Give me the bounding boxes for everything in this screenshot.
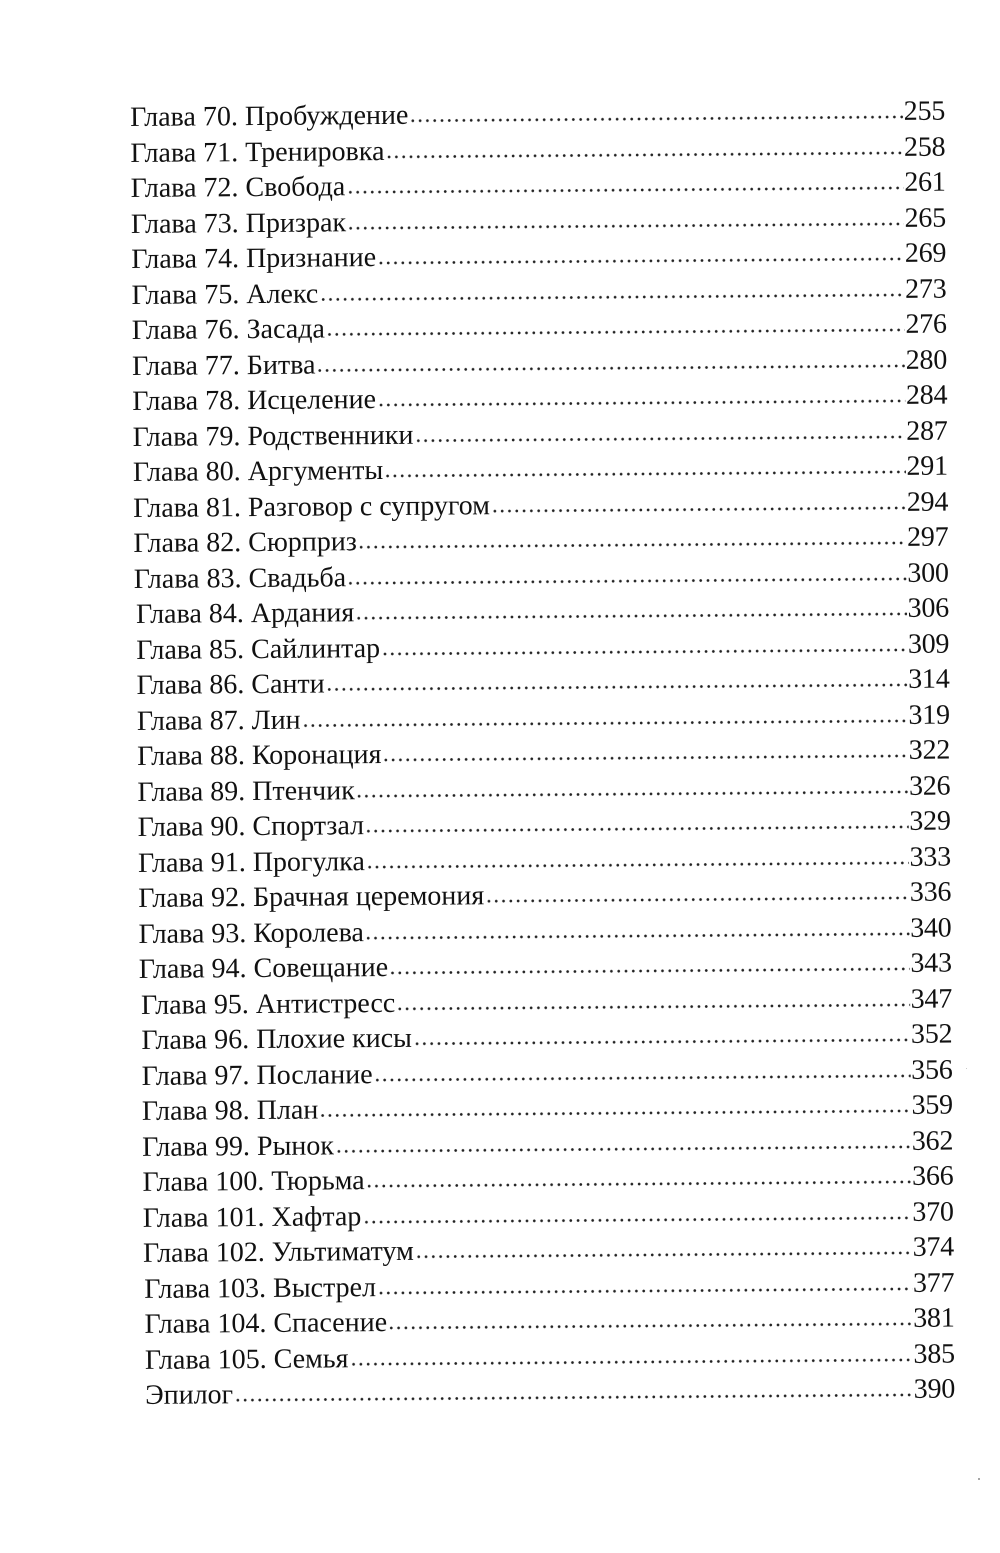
toc-entry-title: Глава 98. План [141,1094,319,1127]
dot-leader [355,611,906,621]
dot-leader [377,256,904,266]
toc-entry-page-number: 294 [906,486,949,518]
toc-entry-page-number: 390 [913,1373,956,1405]
dot-leader [319,1108,910,1119]
toc-entry-page-number: 255 [903,95,946,127]
dot-leader [377,398,905,408]
dot-leader [346,185,903,195]
dot-leader [347,575,906,585]
dot-leader [366,859,909,869]
paper-speck [966,1068,967,1069]
dot-leader [414,433,905,443]
toc-entry-title: Глава 103. Выстрел [144,1271,377,1305]
dot-leader [385,149,903,159]
dot-leader [384,469,905,479]
toc-entry-title: Эпилог [145,1379,234,1411]
toc-entry-page-number: 287 [906,415,948,447]
toc-entry-page-number: 319 [908,699,950,731]
toc-entry-page-number: 336 [909,876,952,908]
dot-leader [356,788,908,798]
toc-entry-title: Глава 102. Ультиматум [142,1235,414,1269]
toc-entry-title: Глава 78. Исцеление [132,384,377,417]
toc-entry-title: Глава 77. Битва [131,349,316,382]
dot-leader [358,540,906,550]
toc-entry-page-number: 329 [909,805,951,837]
dot-leader [374,1072,911,1082]
toc-entry-page-number: 374 [912,1231,955,1263]
toc-entry-page-number: 280 [905,344,948,376]
toc-entry-title: Глава 90. Спортзал [137,810,365,843]
toc-entry-page-number: 352 [910,1018,953,1050]
toc-entry-title: Глава 88. Коронация [137,739,382,772]
toc-entry-title: Глава 81. Разговор с супругом [133,489,491,524]
dot-leader [389,966,909,976]
toc-entry-page-number: 356 [911,1054,953,1086]
dot-leader [413,1037,910,1047]
toc-entry-page-number: 297 [906,521,949,553]
toc-entry-title: Глава 83. Свадьба [133,561,347,595]
toc-entry [140,1372,955,1414]
toc-entry-title: Глава 71. Тренировка [130,135,385,169]
dot-leader [377,1285,912,1295]
dot-leader [365,930,909,940]
toc-entry-page-number: 314 [908,663,950,695]
toc-entry-page-number: 261 [904,166,946,198]
dot-leader [316,362,904,373]
toc-entry-page-number: 258 [903,131,946,163]
dot-leader [234,1392,913,1403]
toc-entry-title: Глава 104. Спасение [144,1307,388,1340]
toc-entry-title: Глава 76. Засада [131,313,326,346]
toc-entry-page-number: 347 [910,983,953,1015]
toc-entry-title: Глава 99. Рынок [142,1129,335,1163]
toc-entry-page-number: 322 [908,734,951,766]
dot-leader [319,291,904,302]
toc-entry-title: Глава 92. Брачная церемония [138,880,485,914]
toc-entry-page-number: 381 [913,1302,955,1334]
toc-entry-page-number: 385 [913,1338,955,1370]
toc-entry-title: Глава 96. Плохие кисы [141,1022,412,1056]
toc-entry-page-number: 343 [910,947,952,979]
toc-entry-title: Глава 72. Свобода [130,171,346,204]
toc-entry-page-number: 306 [907,592,950,624]
dot-leader [366,1179,911,1189]
toc-entry-page-number: 340 [909,912,952,944]
toc-entry-page-number: 284 [905,379,948,411]
toc-entry-title: Глава 97. Послание [141,1058,373,1092]
toc-entry-title: Глава 73. Призрак [130,206,347,240]
toc-entry-title: Глава 95. Антистресс [140,987,396,1021]
toc-entry-title: Глава 84. Ардания [135,597,355,630]
toc-entry-page-number: 326 [908,770,951,802]
dot-leader [415,1250,912,1260]
dot-leader [485,895,909,904]
table-of-contents [130,94,955,1414]
dot-leader [365,824,908,834]
toc-entry-title: Глава 80. Аргументы [132,455,384,488]
toc-entry-page-number: 362 [911,1125,954,1157]
toc-entry-title: Глава 93. Королева [138,916,365,950]
toc-entry-page-number: 333 [909,841,952,873]
toc-entry-title: Глава 100. Тюрьма [142,1165,365,1198]
toc-entry-title: Глава 101. Хафтар [142,1200,362,1234]
paper-speck [978,1478,980,1480]
dot-leader [302,717,908,728]
toc-entry-page-number: 377 [912,1267,955,1299]
toc-entry-page-number: 269 [904,237,947,269]
dot-leader [382,753,907,763]
dot-leader [388,1321,912,1331]
toc-entry-page-number: 370 [912,1196,954,1228]
dot-leader [335,1143,911,1154]
toc-entry-title: Глава 91. Прогулка [137,845,365,879]
dot-leader [326,327,905,338]
toc-entry-title: Глава 82. Сюрприз [133,526,357,559]
dot-leader [491,504,906,513]
toc-entry-title: Глава 70. Пробуждение [130,99,409,133]
toc-entry-page-number: 309 [907,628,950,660]
dot-leader [409,114,902,124]
toc-entry-title: Глава 86. Санти [136,668,325,701]
dot-leader [349,1356,912,1366]
dot-leader [381,646,907,656]
toc-entry-title: Глава 87. Лин [136,704,301,737]
toc-entry-title: Глава 85. Сайлинтар [136,632,381,666]
toc-entry-page-number: 366 [911,1160,954,1192]
toc-entry-title: Глава 75. Алекс [131,278,319,311]
dot-leader [396,1001,909,1011]
toc-entry-page-number: 276 [905,308,947,340]
toc-entry-page-number: 273 [904,273,947,305]
toc-entry-title: Глава 79. Родственники [132,419,414,453]
dot-leader [326,682,908,693]
toc-entry-title: Глава 94. Совещание [138,951,389,985]
dot-leader [347,220,904,230]
toc-entry-page-number: 300 [907,557,949,589]
toc-entry-title: Глава 89. Птенчик [137,774,355,808]
toc-entry-title: Глава 105. Семья [144,1342,349,1376]
toc-entry-page-number: 291 [906,450,949,482]
dot-leader [362,1214,911,1224]
toc-entry-page-number: 359 [911,1089,954,1121]
toc-entry-page-number: 265 [904,202,947,234]
toc-entry-title: Глава 74. Признание [131,242,377,275]
